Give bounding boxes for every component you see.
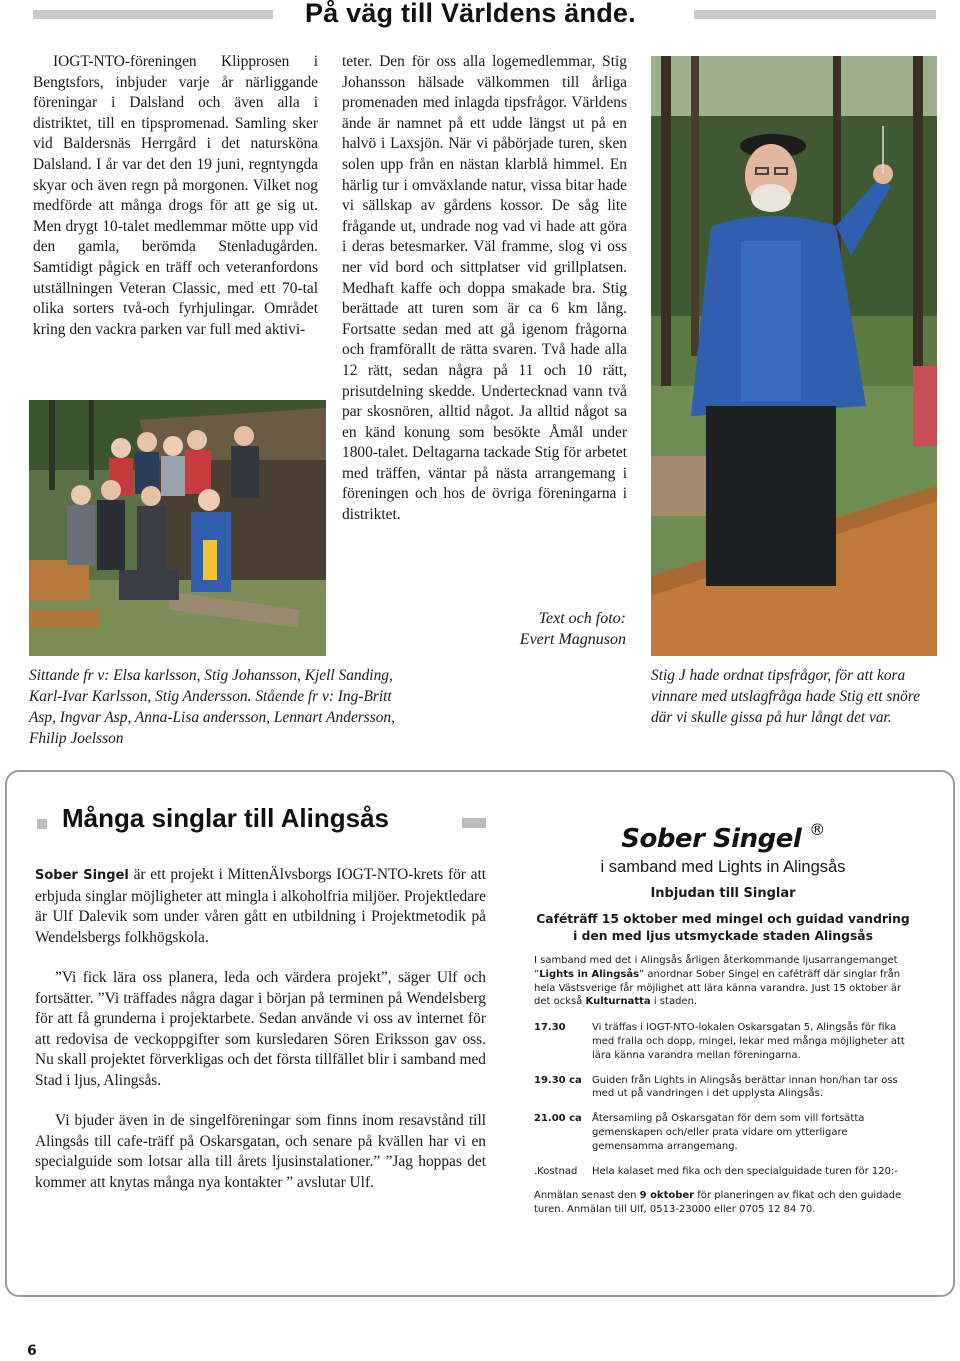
article2-paragraph-1 (35, 865, 486, 948)
invitation-intro (534, 954, 912, 1009)
header-rule-right (694, 10, 936, 19)
schedule-row (534, 1165, 912, 1179)
schedule-row (534, 1021, 912, 1062)
footer-b: för planeringen av fikat och den guidade turen. Anmälan till Ulf, 0513-23000 eller 0705 12 84 70. (534, 1190, 902, 1216)
group-photo-caption: Sittande fr v: Elsa karlsson, Stig Johansson, Kjell Sanding, Karl-Ivar Karlsson, Stig Andersson. Stående fr v: Ing-Britt Asp, Ingvar Asp, Anna-Lisa andersson, Lennart Andersson, Fhilip Joelsson (29, 667, 395, 747)
schedule-row (534, 1074, 912, 1102)
schedule-time: 17.30 (534, 1022, 566, 1034)
invitation (534, 820, 912, 1217)
article-headline: På väg till Världens ände. (305, 0, 636, 28)
intro-bold: Lights in Alingsås (539, 968, 640, 980)
registered-mark: ® (809, 820, 825, 839)
brand-name: Sober Singel (35, 868, 129, 883)
stig-photo (651, 56, 937, 656)
article2-body (35, 865, 486, 1213)
article-column-2: teter. Den för oss alla logemedlemmar, Stig Johansson hälsade välkommen till årliga promenaden med inlagda tipsfrågor. Världens ände är namnet på ett udde längst ut på en halvö i Laxsjön. När vi påbörjade turen, sken solen upp från en nästan klarblå himmel. En härlig tur i omväxlande natur, vissa bitar hade vi sällskap av gårdens kossor. De såg lite frågande ut, undrade nog vad vi hade att göra i deras betesmarker. Väl framme, slog vi oss ner vid bord och sittplatser vid grillplatsen. Medhaft kaffe och doppa smakade bra. Stig berättade att turen som är ca 6 km lång. Fortsatte sedan med att gå igenom frågorna och framförallt de rätta svaren. Två hade alla 12 rätt, sedan några på 11 och 10 rätt, prisutdelning skedde. Undertecknad vann två par skosnören, alltid något. Ja alltid något sa en känd konung som besökte Åmål under 1800-talet. Deltagarna tackade Stig för arbetet med träffen, väntar på nästa arrangemang i föreningen och hos de övriga föreningarna i distriktet. (342, 53, 627, 524)
group-photo (29, 400, 326, 656)
sober-singel-logo (534, 820, 912, 854)
footer-a: Anmälan senast den (534, 1190, 640, 1202)
intro-bold-2: Kulturnatta (585, 996, 651, 1008)
title-deco-right (462, 818, 486, 828)
title-deco-left (37, 819, 47, 829)
header-rule-left (33, 10, 273, 19)
schedule-row (534, 1112, 912, 1153)
intro-b: ” anordnar Sober Singel en caféträff där singlar från hela Västsverige får möjlighet att lära känna varandra. Just 15 oktober är det också (534, 968, 902, 1008)
article2-paragraph-2: ”Vi fick lära oss planera, leda och värdera projekt”, säger Ulf och fortsätter. ”Vi träffades några dagar i början på terminen på Wendelsberg för att få grunderna i projektarbete. Sedan använde vi oss av internet för att redovisa de veckoppgifter som kursledaren Sören Eriksson gav oss. Nu skall projektet förverkligas och det första tillfället blir i samband med Stad i ljus, Alingsås. (35, 969, 486, 1089)
schedule-text: Guiden från Lights in Alingsås berättar innan hon/han tar oss med ut på vandringen i det upplysta Alingsås. (592, 1074, 898, 1100)
page-number: 6 (27, 1343, 37, 1359)
logo-text: Sober Singel (621, 824, 802, 854)
credit-line-2: Evert Magnuson (519, 631, 626, 648)
stig-photo-caption: Stig J hade ordnat tipsfrågor, för att kora vinnare med utslagfråga hade Stig ett snöre där vi skulle gissa på hur långt det var. (651, 667, 921, 726)
photo-credit (460, 608, 626, 650)
paragraph-1-text: är ett projekt i MittenÄlvsborgs IOGT-NTO-krets för att erbjuda singlar möjligheter att mingla i alkoholfria miljöer. Projektledare är Ulf Dalevik som under våren gått en utbildning i Projektmetodik på Wendelsbergs folkhögskola. (35, 866, 486, 946)
invitation-heading: Inbjudan till Singlar (650, 886, 796, 901)
footer-bold: 9 oktober (639, 1190, 695, 1202)
schedule-text: Vi träffas i IOGT-NTO-lokalen Oskarsgatan 5, Alingsås för fika med fralla och dopp, mingel, lekar med många möjligheter att lära känna varandra mellan föreningarna. (592, 1022, 905, 1061)
invitation-subtitle: i samband med Lights in Alingsås (600, 858, 846, 876)
intro-c: i staden. (650, 996, 698, 1008)
article2-title: Många singlar till Alingsås (62, 803, 389, 833)
invitation-event-title: Caféträff 15 oktober med mingel och guidad vandring i den med ljus utsmyckade staden Alingsås (536, 912, 910, 943)
schedule-time: .Kostnad (534, 1165, 578, 1177)
article2-paragraph-3: Vi bjuder även in de singelföreningar som finns inom resavstånd till Alingsås till cafe-träff på Oskarsgatan, och senare på kvällen har vi en specialguide som lotsar alla till årets ljusinstalationer.” ”Jag hoppas det kommer att knytas många nya kontakter ” avslutar Ulf. (35, 1112, 486, 1191)
registration-info (534, 1189, 912, 1217)
intro-a: I samband med det i Alingsås årligen återkommande ljusarrangemanget ” (534, 955, 898, 980)
schedule-time: 19.30 ca (534, 1074, 582, 1086)
schedule (534, 1021, 912, 1178)
article-column-1: IOGT-NTO-föreningen Klipprosen i Bengtsfors, inbjuder varje år närliggande föreningar i Dalsland och även alla i distriktet, till en tipspromenad. Samling sker vid Baldersnäs Herrgård i det natursköna Dalsland. I år var det den 19 juni, regntyngda skyar och även regn på morgonen. Vilket nog medförde att många drogs för att ge sig ut. Men drygt 10-talet medlemmar mötte upp vid den gamla, berömda Stenladugården. Samtidigt pågick en träff och veteranfordons utställningen Veteran Classic, med ett 70-tal olika sorters två-och fyrhjulingar. Området kring den vackra parken var full med aktivi- (33, 53, 318, 338)
credit-line-1: Text och foto: (538, 610, 626, 627)
schedule-text: Återsamling på Oskarsgatan för dem som vill fortsätta gemenskapen och/eller prata vidare om ytterligare gemensamma arrangemang. (592, 1113, 865, 1152)
schedule-text: Hela kalaset med fika och den specialguidade turen för 120:- (592, 1165, 898, 1177)
schedule-time: 21.00 ca (534, 1113, 582, 1125)
